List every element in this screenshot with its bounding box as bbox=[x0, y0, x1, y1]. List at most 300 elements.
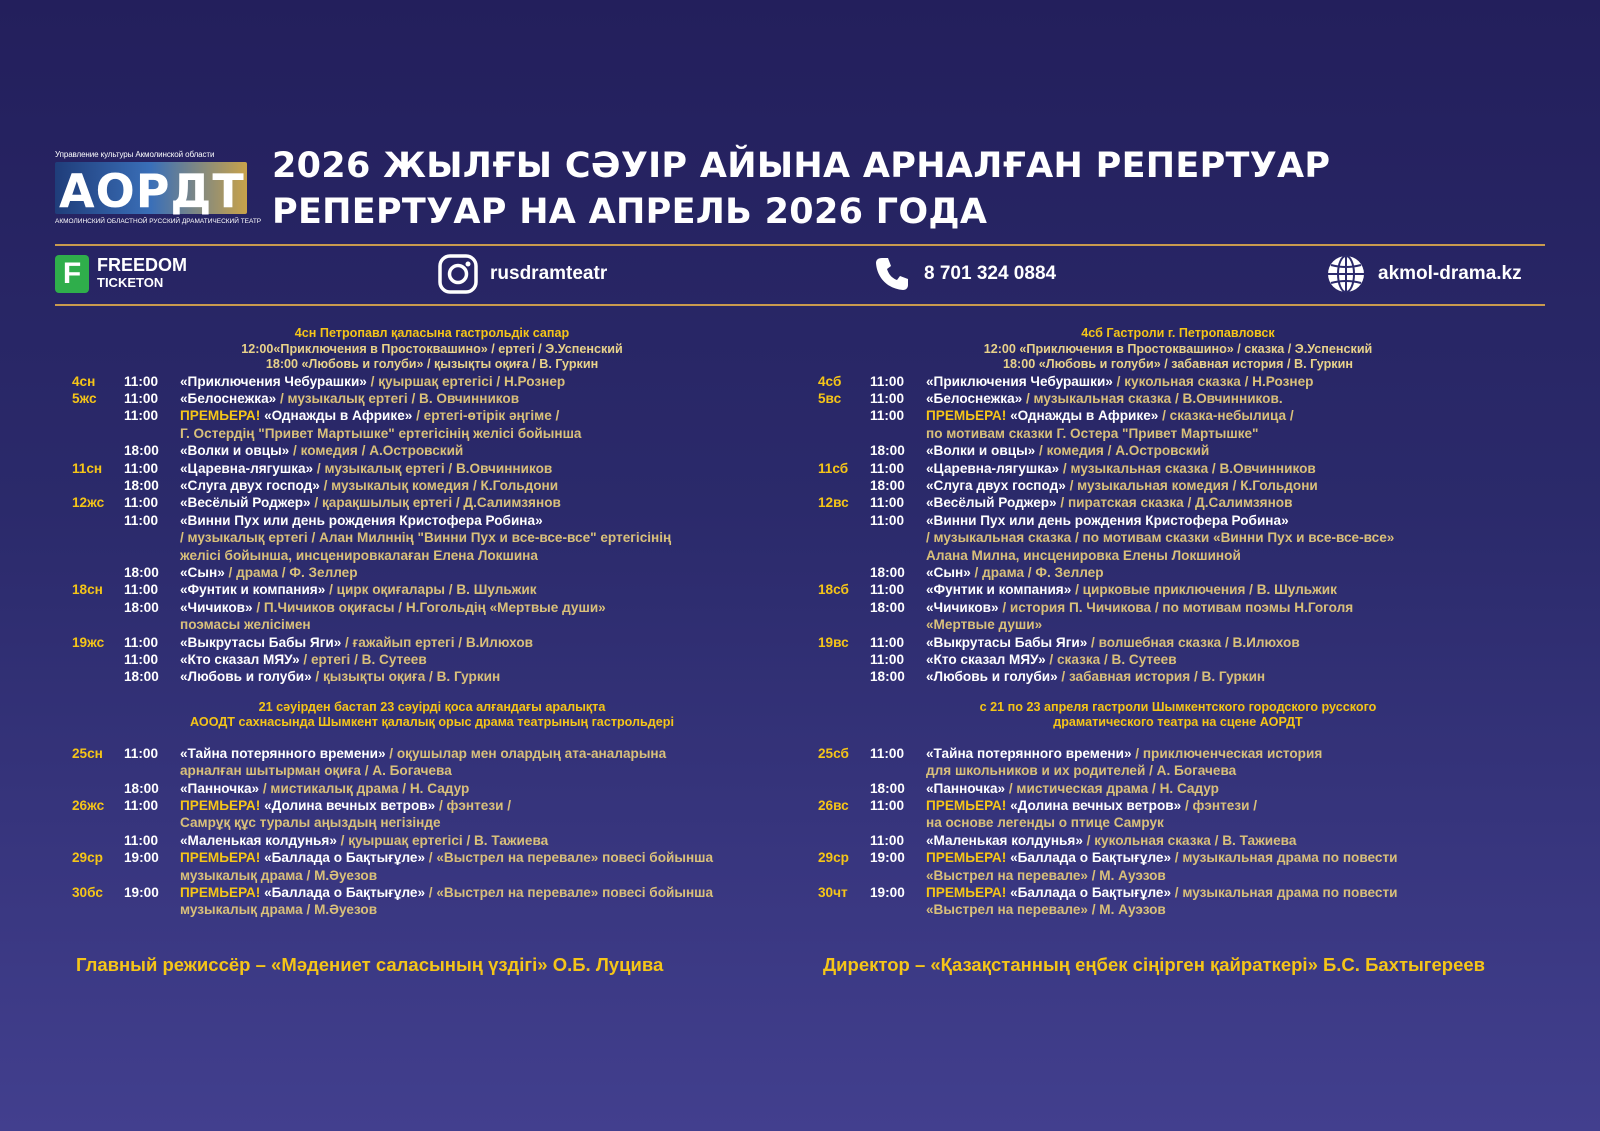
time-cell: 18:00 bbox=[870, 443, 905, 459]
date-cell bbox=[818, 442, 870, 459]
schedule-row bbox=[72, 494, 792, 511]
play-title: «Приключения Чебурашки» bbox=[180, 373, 367, 389]
date-cell: 26вс bbox=[818, 798, 849, 814]
date-cell bbox=[72, 512, 124, 529]
schedule-row-continuation bbox=[818, 547, 1538, 564]
phone-link[interactable] bbox=[872, 252, 1056, 296]
play-details: / ғажайып ертегі / В.Илюхов bbox=[341, 634, 533, 650]
play-title: «Тайна потерянного времени» bbox=[180, 745, 386, 761]
date-cell bbox=[818, 762, 870, 779]
premiere-badge: ПРЕМЬЕРА! bbox=[180, 850, 265, 866]
play-details: / «Выстрел на перевале» повесі бойынша bbox=[425, 885, 714, 901]
play-details: поэмасы желісімен bbox=[180, 617, 311, 633]
time-cell: 11:00 bbox=[124, 390, 159, 406]
play-cell bbox=[180, 460, 792, 477]
play-cell bbox=[926, 884, 1538, 901]
schedule-row-continuation bbox=[818, 867, 1538, 884]
play-title: «Тайна потерянного времени» bbox=[926, 745, 1132, 761]
time-cell: 11:00 bbox=[124, 582, 159, 598]
play-title: «Чичиков» bbox=[926, 599, 999, 615]
play-cell bbox=[926, 849, 1538, 866]
schedule-row-continuation bbox=[818, 529, 1538, 546]
play-details: / сказка-небылица / bbox=[1158, 408, 1294, 424]
time-cell bbox=[870, 901, 926, 918]
play-cell bbox=[180, 425, 792, 442]
play-details: / фэнтези / bbox=[1181, 798, 1257, 814]
time-cell: 11:00 bbox=[124, 460, 159, 476]
schedule-row-continuation bbox=[818, 814, 1538, 831]
play-title: «Фунтик и компания» bbox=[926, 582, 1072, 598]
play-cell bbox=[926, 494, 1538, 511]
play-details: / история П. Чичикова / по мотивам поэмы Н.Гоголя bbox=[998, 599, 1354, 615]
section-gap bbox=[818, 731, 1538, 745]
guest-tour-header bbox=[72, 700, 792, 731]
tour-header bbox=[72, 326, 792, 373]
schedule-row bbox=[818, 494, 1538, 511]
play-title: «Баллада о Бақтығұле» bbox=[1010, 850, 1172, 866]
date-cell: 18сб bbox=[818, 582, 849, 598]
play-title: «Любовь и голуби» bbox=[180, 669, 312, 685]
tour-header bbox=[818, 326, 1538, 373]
play-details: для школьников и их родителей / А. Богачева bbox=[926, 763, 1237, 779]
play-title: «Царевна-лягушка» bbox=[180, 460, 314, 476]
play-title: «Белоснежка» bbox=[926, 390, 1023, 406]
play-details: Г. Остердің "Привет Мартышке" ертегісінің желісі бойынша bbox=[180, 425, 582, 441]
premiere-badge: ПРЕМЬЕРА! bbox=[180, 885, 265, 901]
freedom-line1: FREEDOM bbox=[97, 255, 187, 275]
schedule-row bbox=[72, 745, 792, 762]
play-details: / қуыршақ ертегісі / Н.Рознер bbox=[366, 373, 566, 389]
play-cell bbox=[926, 581, 1538, 598]
play-title: «Белоснежка» bbox=[180, 390, 277, 406]
schedule-row bbox=[72, 651, 792, 668]
tour-header-line: 12:00 «Приключения в Простоквашино» / сказка / Э.Успенский bbox=[983, 341, 1373, 356]
play-cell bbox=[180, 797, 792, 814]
play-details: / музыкальная драма по повести bbox=[1171, 885, 1398, 901]
schedule-row bbox=[818, 599, 1538, 616]
play-details: / музыкалық ертегі / В.Овчинников bbox=[313, 460, 553, 476]
date-cell: 11сн bbox=[72, 460, 103, 476]
play-cell bbox=[180, 884, 792, 901]
play-title: «Царевна-лягушка» bbox=[926, 460, 1060, 476]
play-details: / кукольная сказка / В. Тажиева bbox=[1082, 832, 1297, 848]
play-details: / ертегі-өтірік әңгіме / bbox=[412, 408, 560, 424]
play-cell bbox=[180, 373, 792, 390]
play-cell bbox=[926, 745, 1538, 762]
play-details: «Выстрел на перевале» / М. Ауэзов bbox=[926, 902, 1166, 918]
time-cell: 11:00 bbox=[870, 582, 905, 598]
play-details: / забавная история / В. Гуркин bbox=[1057, 669, 1266, 685]
date-cell bbox=[72, 814, 124, 831]
play-cell bbox=[926, 442, 1538, 459]
play-cell bbox=[180, 547, 792, 564]
time-cell: 11:00 bbox=[124, 652, 159, 667]
time-cell bbox=[124, 762, 180, 779]
time-cell: 11:00 bbox=[124, 745, 159, 761]
date-cell bbox=[72, 832, 124, 849]
play-cell bbox=[926, 634, 1538, 651]
play-cell bbox=[926, 668, 1538, 685]
time-cell: 18:00 bbox=[124, 443, 159, 459]
date-cell: 29ср bbox=[818, 850, 849, 866]
play-title: «Маленькая колдунья» bbox=[926, 832, 1083, 848]
guest-header-line: АООДТ сахнасында Шымкент қалалық орыс драма театрының гастрольдері bbox=[189, 715, 674, 730]
play-details: / комедия / А.Островский bbox=[289, 443, 464, 459]
schedule-row bbox=[818, 797, 1538, 814]
time-cell: 11:00 bbox=[124, 798, 159, 814]
freedom-line2: TICKETON bbox=[97, 275, 164, 290]
play-title: «Слуга двух господ» bbox=[180, 477, 320, 493]
play-title: «Кто сказал МЯУ» bbox=[180, 652, 300, 667]
schedule-row bbox=[72, 634, 792, 651]
play-title: «Баллада о Бақтығұле» bbox=[1010, 885, 1172, 901]
play-details: / цирк оқиғалары / В. Шульжик bbox=[325, 582, 537, 598]
play-details: / пиратская сказка / Д.Салимзянов bbox=[1056, 495, 1293, 511]
date-cell: 26жс bbox=[72, 798, 105, 814]
time-cell bbox=[124, 529, 180, 546]
play-details: / «Выстрел на перевале» повесі бойынша bbox=[425, 850, 714, 866]
premiere-badge: ПРЕМЬЕРА! bbox=[180, 408, 265, 424]
schedule-row bbox=[72, 373, 792, 390]
play-cell bbox=[180, 814, 792, 831]
date-cell: 30чт bbox=[818, 885, 848, 901]
time-cell: 19:00 bbox=[124, 885, 159, 901]
schedule-row bbox=[72, 564, 792, 581]
logo-subtitle: АКМОЛИНСКИЙ ОБЛАСТНОЙ РУССКИЙ ДРАМАТИЧЕСКИЙ ТЕАТР bbox=[55, 218, 262, 225]
premiere-badge: ПРЕМЬЕРА! bbox=[926, 408, 1011, 424]
play-details: / драма / Ф. Зеллер bbox=[970, 564, 1104, 580]
schedule-row-continuation bbox=[818, 616, 1538, 633]
play-details: / волшебная сказка / В.Илюхов bbox=[1087, 634, 1300, 650]
date-cell bbox=[72, 564, 124, 581]
date-cell bbox=[818, 477, 870, 494]
play-details: / мистикалық драма / Н. Садур bbox=[259, 780, 470, 796]
time-cell: 11:00 bbox=[124, 495, 159, 511]
date-cell bbox=[72, 477, 124, 494]
date-cell: 4сб bbox=[818, 373, 842, 389]
phone-number: 8 701 324 0884 bbox=[924, 263, 1057, 284]
play-cell bbox=[180, 442, 792, 459]
date-cell bbox=[818, 780, 870, 797]
date-cell: 12вс bbox=[818, 495, 849, 511]
play-title: «Приключения Чебурашки» bbox=[926, 373, 1113, 389]
section-gap bbox=[72, 686, 792, 700]
guest-header-line: 21 сәуірден бастап 23 сәуірді қоса алғандағы аралықта bbox=[258, 699, 606, 714]
play-title: «Однажды в Африке» bbox=[264, 408, 413, 424]
time-cell bbox=[870, 762, 926, 779]
play-cell bbox=[926, 762, 1538, 779]
play-title: «Баллада о Бақтығұле» bbox=[264, 885, 426, 901]
time-cell: 19:00 bbox=[870, 850, 905, 866]
time-cell: 11:00 bbox=[870, 652, 905, 667]
date-cell bbox=[818, 651, 870, 668]
date-cell bbox=[72, 442, 124, 459]
schedule-row bbox=[818, 849, 1538, 866]
time-cell: 11:00 bbox=[870, 832, 905, 848]
play-cell bbox=[180, 407, 792, 424]
schedule-row bbox=[818, 634, 1538, 651]
freedom-ticketon-link[interactable] bbox=[55, 252, 187, 296]
time-cell bbox=[124, 901, 180, 918]
date-cell bbox=[72, 901, 124, 918]
play-details: / музыкалық ертегі / В. Овчинников bbox=[276, 390, 520, 406]
time-cell: 11:00 bbox=[870, 460, 905, 476]
date-cell bbox=[72, 867, 124, 884]
schedule-row bbox=[72, 849, 792, 866]
schedule-row bbox=[72, 460, 792, 477]
play-details: на основе легенды о птице Самрук bbox=[926, 815, 1164, 831]
play-title: «Панночка» bbox=[926, 780, 1006, 796]
schedule-row bbox=[818, 442, 1538, 459]
schedule-row bbox=[72, 780, 792, 797]
website-link[interactable] bbox=[1326, 252, 1522, 296]
date-cell: 4сн bbox=[72, 373, 96, 389]
play-cell bbox=[926, 651, 1538, 668]
time-cell: 11:00 bbox=[870, 798, 905, 814]
instagram-link[interactable] bbox=[438, 252, 607, 296]
play-cell bbox=[180, 616, 792, 633]
date-cell bbox=[72, 599, 124, 616]
play-cell bbox=[180, 901, 792, 918]
schedule-row bbox=[72, 599, 792, 616]
time-cell: 18:00 bbox=[870, 564, 905, 580]
section-gap bbox=[72, 731, 792, 745]
play-details: / музыкалық комедия / К.Гольдони bbox=[319, 477, 559, 493]
play-title: «Винни Пух или день рождения Кристофера Робина» bbox=[180, 512, 543, 528]
schedule-row-continuation bbox=[72, 867, 792, 884]
time-cell bbox=[124, 547, 180, 564]
date-cell bbox=[818, 616, 870, 633]
play-details: / П.Чичиков оқиғасы / Н.Гогольдің «Мертвые души» bbox=[252, 599, 606, 615]
schedule-row bbox=[818, 651, 1538, 668]
premiere-badge: ПРЕМЬЕРА! bbox=[926, 885, 1011, 901]
play-title: «Весёлый Роджер» bbox=[926, 495, 1057, 511]
time-cell: 11:00 bbox=[870, 390, 905, 406]
time-cell: 11:00 bbox=[870, 408, 905, 424]
play-cell bbox=[180, 477, 792, 494]
date-cell bbox=[72, 762, 124, 779]
guest-tour-header bbox=[818, 700, 1538, 731]
date-cell bbox=[72, 407, 124, 424]
play-details: / комедия / А.Островский bbox=[1035, 443, 1210, 459]
play-cell bbox=[180, 745, 792, 762]
time-cell bbox=[870, 867, 926, 884]
time-cell: 11:00 bbox=[124, 408, 159, 424]
date-cell bbox=[72, 425, 124, 442]
play-details: / драма / Ф. Зеллер bbox=[224, 564, 358, 580]
play-cell bbox=[180, 867, 792, 884]
play-details: / кукольная сказка / Н.Рознер bbox=[1112, 373, 1314, 389]
chief-director: Главный режиссёр – «Мәдениет саласының үздігі» О.Б. Луцива bbox=[76, 954, 664, 975]
time-cell: 18:00 bbox=[124, 780, 159, 796]
time-cell bbox=[870, 616, 926, 633]
play-details: / музыкальная драма по повести bbox=[1171, 850, 1398, 866]
play-cell bbox=[180, 634, 792, 651]
play-cell bbox=[926, 599, 1538, 616]
theatre-logo bbox=[55, 150, 262, 228]
play-details: желісі бойынша, инсценировкалаған Елена Локшина bbox=[180, 547, 538, 563]
date-cell: 25сн bbox=[72, 745, 103, 761]
play-title: «Долина вечных ветров» bbox=[264, 798, 436, 814]
play-title: «Чичиков» bbox=[180, 599, 253, 615]
play-cell bbox=[926, 780, 1538, 797]
date-cell bbox=[72, 547, 124, 564]
date-cell bbox=[818, 407, 870, 424]
premiere-badge: ПРЕМЬЕРА! bbox=[926, 850, 1011, 866]
play-cell bbox=[926, 814, 1538, 831]
schedule-row bbox=[72, 512, 792, 529]
play-details: / музыкальная сказка / В.Овчинников. bbox=[1022, 390, 1283, 406]
date-cell bbox=[818, 901, 870, 918]
date-cell: 25сб bbox=[818, 745, 849, 761]
play-cell bbox=[180, 849, 792, 866]
time-cell bbox=[870, 529, 926, 546]
play-cell bbox=[180, 762, 792, 779]
schedule-row-continuation bbox=[72, 814, 792, 831]
play-title: «Слуга двух господ» bbox=[926, 477, 1066, 493]
play-details: / музыкальная комедия / К.Гольдони bbox=[1065, 477, 1318, 493]
play-title: «Маленькая колдунья» bbox=[180, 832, 337, 848]
instagram-icon bbox=[438, 254, 478, 294]
schedule-row bbox=[818, 884, 1538, 901]
schedule-row-continuation bbox=[72, 901, 792, 918]
play-cell bbox=[926, 832, 1538, 849]
globe-icon bbox=[1326, 254, 1366, 294]
schedule-row bbox=[72, 581, 792, 598]
schedule-row-continuation bbox=[72, 425, 792, 442]
time-cell: 18:00 bbox=[124, 477, 159, 493]
play-cell bbox=[180, 494, 792, 511]
section-gap bbox=[818, 686, 1538, 700]
date-cell bbox=[818, 668, 870, 685]
time-cell: 18:00 bbox=[124, 669, 159, 685]
time-cell bbox=[870, 814, 926, 831]
date-cell: 19жс bbox=[72, 634, 105, 650]
play-title: «Выкрутасы Бабы Яги» bbox=[180, 634, 342, 650]
play-cell bbox=[926, 867, 1538, 884]
schedule-row bbox=[818, 407, 1538, 424]
schedule-row-continuation bbox=[818, 762, 1538, 779]
time-cell: 11:00 bbox=[870, 634, 905, 650]
date-cell: 5вс bbox=[818, 390, 842, 406]
play-title: «Винни Пух или день рождения Кристофера Робина» bbox=[926, 512, 1289, 528]
time-cell: 11:00 bbox=[870, 495, 905, 511]
schedule-row-continuation bbox=[72, 762, 792, 779]
schedule-row bbox=[818, 668, 1538, 685]
website-url: akmol-drama.kz bbox=[1378, 263, 1522, 284]
instagram-handle: rusdramteatr bbox=[490, 263, 608, 284]
schedule-row bbox=[72, 832, 792, 849]
play-title: «Выкрутасы Бабы Яги» bbox=[926, 634, 1088, 650]
play-details: / музыкалық ертегі / Алан Милннің "Винни Пух и все-все-все" ертегісінің bbox=[180, 530, 672, 546]
play-cell bbox=[180, 390, 792, 407]
play-cell bbox=[926, 529, 1538, 546]
time-cell bbox=[124, 814, 180, 831]
time-cell: 11:00 bbox=[870, 512, 905, 528]
play-title: «Весёлый Роджер» bbox=[180, 495, 311, 511]
schedule-row bbox=[72, 668, 792, 685]
play-details: «Мертвые души» bbox=[926, 617, 1043, 633]
theatre-director: Директор – «Қазақстанның еңбек сіңірген қайраткері» Б.С. Бахтыгереев bbox=[823, 954, 1486, 975]
date-cell bbox=[818, 867, 870, 884]
time-cell: 18:00 bbox=[124, 599, 159, 615]
date-cell bbox=[72, 529, 124, 546]
play-details: / қуыршақ ертегісі / В. Тажиева bbox=[336, 832, 549, 848]
play-title: «Однажды в Африке» bbox=[1010, 408, 1159, 424]
play-title: «Панночка» bbox=[180, 780, 260, 796]
schedule-kazakh bbox=[72, 326, 792, 919]
schedule-row bbox=[72, 390, 792, 407]
schedule-row bbox=[72, 407, 792, 424]
schedule-row bbox=[818, 373, 1538, 390]
play-cell bbox=[180, 512, 792, 529]
date-cell bbox=[818, 512, 870, 529]
date-cell bbox=[818, 564, 870, 581]
schedule-row bbox=[818, 745, 1538, 762]
date-cell bbox=[818, 529, 870, 546]
tour-header-line: 4сб Гастроли г. Петропавловск bbox=[1081, 326, 1275, 340]
date-cell bbox=[72, 668, 124, 685]
date-cell bbox=[818, 425, 870, 442]
date-cell bbox=[818, 599, 870, 616]
play-title: «Любовь и голуби» bbox=[926, 669, 1058, 685]
guest-header-line: с 21 по 23 апреля гастроли Шымкентского городского русского bbox=[979, 699, 1377, 714]
schedule-row-continuation bbox=[818, 901, 1538, 918]
play-details: / цирковые приключения / В. Шульжик bbox=[1071, 582, 1337, 598]
date-cell bbox=[72, 616, 124, 633]
play-details: музыкалық драма / М.Әуезов bbox=[180, 902, 378, 918]
play-cell bbox=[926, 901, 1538, 918]
time-cell: 11:00 bbox=[124, 832, 159, 848]
schedule-row-continuation bbox=[72, 547, 792, 564]
play-cell bbox=[180, 564, 792, 581]
tour-header-line: 4сн Петропавл қаласына гастрольдік сапар bbox=[294, 326, 570, 340]
time-cell: 11:00 bbox=[124, 373, 159, 389]
time-cell bbox=[870, 547, 926, 564]
date-cell: 19вс bbox=[818, 634, 849, 650]
play-cell bbox=[180, 599, 792, 616]
tour-header-line: 12:00«Приключения в Простоквашино» / ертегі / Э.Успенский bbox=[241, 341, 623, 356]
play-cell bbox=[926, 425, 1538, 442]
play-title: «Волки и овцы» bbox=[180, 443, 290, 459]
date-cell: 30бс bbox=[72, 885, 103, 901]
time-cell: 18:00 bbox=[870, 599, 905, 615]
phone-icon bbox=[872, 254, 912, 294]
tour-header-line: 18:00 «Любовь и голуби» / забавная история / В. Гуркин bbox=[1003, 357, 1353, 371]
play-cell bbox=[926, 460, 1538, 477]
time-cell: 19:00 bbox=[870, 885, 905, 901]
schedule-row bbox=[818, 390, 1538, 407]
play-details: Алана Милна, инсценировка Елены Локшиной bbox=[926, 547, 1241, 563]
play-title: «Кто сказал МЯУ» bbox=[926, 652, 1046, 667]
schedule-row bbox=[72, 797, 792, 814]
time-cell: 11:00 bbox=[124, 634, 159, 650]
schedule-row bbox=[818, 780, 1538, 797]
play-cell bbox=[926, 407, 1538, 424]
play-cell bbox=[180, 780, 792, 797]
play-cell bbox=[926, 373, 1538, 390]
play-details: / приключенческая история bbox=[1131, 745, 1323, 761]
time-cell bbox=[124, 616, 180, 633]
schedule-russian bbox=[818, 326, 1538, 919]
play-cell bbox=[926, 512, 1538, 529]
time-cell: 18:00 bbox=[870, 780, 905, 796]
play-cell bbox=[926, 547, 1538, 564]
play-cell bbox=[926, 797, 1538, 814]
divider-bottom bbox=[55, 304, 1545, 306]
play-cell bbox=[926, 477, 1538, 494]
date-cell bbox=[818, 832, 870, 849]
